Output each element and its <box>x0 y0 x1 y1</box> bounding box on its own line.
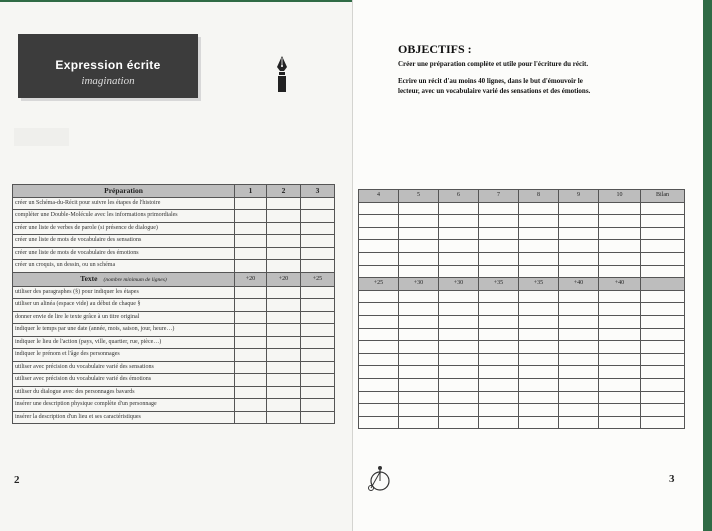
check-cell[interactable] <box>235 324 267 337</box>
check-cell[interactable] <box>359 404 399 417</box>
preparation-header-label: Préparation <box>104 186 143 196</box>
check-cell[interactable] <box>599 404 641 417</box>
criterion-label: créer un Schéma-du-Récit pour suivre les étapes de l'histoire <box>13 197 235 210</box>
column-header: 5 <box>399 190 439 203</box>
check-cell[interactable] <box>267 324 301 337</box>
column-header: 10 <box>599 190 641 203</box>
check-cell[interactable] <box>301 286 335 299</box>
check-cell[interactable] <box>519 315 559 328</box>
check-cell[interactable] <box>301 349 335 362</box>
check-cell[interactable] <box>641 366 685 379</box>
check-cell[interactable] <box>399 378 439 391</box>
check-cell[interactable] <box>301 247 335 260</box>
check-cell[interactable] <box>439 404 479 417</box>
check-cell[interactable] <box>599 215 641 228</box>
check-cell[interactable] <box>301 386 335 399</box>
check-cell[interactable] <box>359 416 399 429</box>
check-cell[interactable] <box>559 265 599 278</box>
table-row <box>359 202 685 215</box>
check-cell[interactable] <box>641 265 685 278</box>
check-cell[interactable] <box>399 404 439 417</box>
check-cell[interactable] <box>399 303 439 316</box>
check-cell[interactable] <box>235 197 267 210</box>
check-cell[interactable] <box>399 366 439 379</box>
check-cell[interactable] <box>439 303 479 316</box>
check-cell[interactable] <box>641 227 685 240</box>
check-cell[interactable] <box>267 374 301 387</box>
check-cell[interactable] <box>641 240 685 253</box>
check-cell[interactable] <box>519 227 559 240</box>
table-row <box>359 252 685 265</box>
table-row <box>359 303 685 316</box>
check-cell[interactable] <box>439 366 479 379</box>
check-cell[interactable] <box>439 391 479 404</box>
column-header: +40 <box>599 278 641 291</box>
check-cell[interactable] <box>399 227 439 240</box>
check-cell[interactable] <box>267 197 301 210</box>
check-cell[interactable] <box>519 353 559 366</box>
criterion-label: indiquer le prénom et l'âge des personnages <box>13 349 235 362</box>
check-cell[interactable] <box>235 286 267 299</box>
check-cell[interactable] <box>599 290 641 303</box>
check-cell[interactable] <box>439 252 479 265</box>
criterion-label: utiliser avec précision du vocabulaire varié des sensations <box>13 361 235 374</box>
checklist-table-right <box>358 189 685 429</box>
check-cell[interactable] <box>559 252 599 265</box>
check-cell[interactable] <box>641 328 685 341</box>
check-cell[interactable] <box>559 404 599 417</box>
check-cell[interactable] <box>479 353 519 366</box>
column-header: +35 <box>479 278 519 291</box>
check-cell[interactable] <box>301 260 335 273</box>
check-cell[interactable] <box>439 315 479 328</box>
right-header-row <box>359 190 685 203</box>
check-cell[interactable] <box>559 328 599 341</box>
criterion-label: utiliser un alinéa (espace vide) au début de chaque § <box>13 299 235 312</box>
page-number-right: 3 <box>669 473 675 485</box>
column-header: +20 <box>267 272 301 286</box>
check-cell[interactable] <box>559 366 599 379</box>
column-header: 3 <box>301 185 335 198</box>
check-cell[interactable] <box>479 265 519 278</box>
check-cell[interactable] <box>599 252 641 265</box>
table-row <box>359 391 685 404</box>
check-cell[interactable] <box>267 386 301 399</box>
check-cell[interactable] <box>359 215 399 228</box>
banner-subtitle: imagination <box>81 75 135 87</box>
check-cell[interactable] <box>479 378 519 391</box>
column-header: 2 <box>267 185 301 198</box>
check-cell[interactable] <box>599 328 641 341</box>
check-cell[interactable] <box>439 328 479 341</box>
table-row <box>13 260 335 273</box>
check-cell[interactable] <box>641 353 685 366</box>
check-cell[interactable] <box>439 227 479 240</box>
table-row <box>13 386 335 399</box>
criterion-label: indiquer le lieu de l'action (pays, ville, quartier, rue, pièce…) <box>13 336 235 349</box>
table-row <box>359 215 685 228</box>
check-cell[interactable] <box>559 215 599 228</box>
table-row <box>359 378 685 391</box>
check-cell[interactable] <box>641 202 685 215</box>
check-cell[interactable] <box>235 299 267 312</box>
table-row <box>13 210 335 223</box>
column-header: +35 <box>519 278 559 291</box>
check-cell[interactable] <box>439 416 479 429</box>
check-cell[interactable] <box>479 215 519 228</box>
check-cell[interactable] <box>359 366 399 379</box>
check-cell[interactable] <box>641 315 685 328</box>
objective-line-1: Créer une préparation complète et utile pour l'écriture du récit. <box>398 60 589 68</box>
criterion-label: créer une liste de mots de vocabulaire des émotions <box>13 247 235 260</box>
table-row <box>13 361 335 374</box>
check-cell[interactable] <box>559 202 599 215</box>
check-cell[interactable] <box>267 210 301 223</box>
check-cell[interactable] <box>479 303 519 316</box>
check-cell[interactable] <box>267 399 301 412</box>
check-cell[interactable] <box>479 227 519 240</box>
check-cell[interactable] <box>359 328 399 341</box>
check-cell[interactable] <box>479 202 519 215</box>
check-cell[interactable] <box>267 336 301 349</box>
table-row <box>13 286 335 299</box>
table-row <box>359 290 685 303</box>
table-row <box>13 247 335 260</box>
check-cell[interactable] <box>559 303 599 316</box>
check-cell[interactable] <box>267 299 301 312</box>
check-cell[interactable] <box>519 215 559 228</box>
check-cell[interactable] <box>235 222 267 235</box>
table-row <box>13 311 335 324</box>
check-cell[interactable] <box>479 315 519 328</box>
check-cell[interactable] <box>559 315 599 328</box>
check-cell[interactable] <box>479 252 519 265</box>
check-cell[interactable] <box>641 215 685 228</box>
check-cell[interactable] <box>301 222 335 235</box>
check-cell[interactable] <box>559 353 599 366</box>
check-cell[interactable] <box>267 411 301 424</box>
table-row <box>13 324 335 337</box>
check-cell[interactable] <box>359 391 399 404</box>
texte-header-note: (nombre minimum de lignes) <box>103 276 167 283</box>
table-row <box>13 399 335 412</box>
check-cell[interactable] <box>235 411 267 424</box>
objective-line-3: lecteur, avec un vocabulaire varié des sensations et des émotions. <box>398 87 591 95</box>
check-cell[interactable] <box>301 197 335 210</box>
check-cell[interactable] <box>599 341 641 354</box>
check-cell[interactable] <box>439 353 479 366</box>
checklist-table-left <box>12 184 335 424</box>
check-cell[interactable] <box>267 247 301 260</box>
criterion-label: utiliser des paragraphes (§) pour indiquer les étapes <box>13 286 235 299</box>
check-cell[interactable] <box>519 202 559 215</box>
check-cell[interactable] <box>359 240 399 253</box>
check-cell[interactable] <box>359 341 399 354</box>
check-cell[interactable] <box>235 311 267 324</box>
check-cell[interactable] <box>519 404 559 417</box>
criterion-label: créer une liste de mots de vocabulaire des sensations <box>13 235 235 248</box>
criterion-label: donner envie de lire le texte grâce à un titre original <box>13 311 235 324</box>
column-header: Bilan <box>641 190 685 203</box>
check-cell[interactable] <box>439 341 479 354</box>
check-cell[interactable] <box>439 265 479 278</box>
column-header: +30 <box>439 278 479 291</box>
check-cell[interactable] <box>519 240 559 253</box>
check-cell[interactable] <box>399 290 439 303</box>
check-cell[interactable] <box>267 222 301 235</box>
table-row <box>13 197 335 210</box>
check-cell[interactable] <box>439 215 479 228</box>
check-cell[interactable] <box>267 311 301 324</box>
check-cell[interactable] <box>519 252 559 265</box>
check-cell[interactable] <box>559 416 599 429</box>
check-cell[interactable] <box>519 378 559 391</box>
check-cell[interactable] <box>399 252 439 265</box>
check-cell[interactable] <box>641 404 685 417</box>
table-row <box>13 235 335 248</box>
title-banner <box>18 34 198 98</box>
check-cell[interactable] <box>641 391 685 404</box>
table-row <box>359 315 685 328</box>
check-cell[interactable] <box>641 290 685 303</box>
check-cell[interactable] <box>599 391 641 404</box>
column-header: +20 <box>235 272 267 286</box>
column-header: 9 <box>559 190 599 203</box>
check-cell[interactable] <box>599 265 641 278</box>
check-cell[interactable] <box>301 324 335 337</box>
check-cell[interactable] <box>301 336 335 349</box>
check-cell[interactable] <box>641 378 685 391</box>
criterion-label: compléter une Double-Molécule avec les informations primordiales <box>13 210 235 223</box>
criterion-label: indiquer le temps par une date (année, mois, saison, jour, heure…) <box>13 324 235 337</box>
check-cell[interactable] <box>399 315 439 328</box>
check-cell[interactable] <box>559 240 599 253</box>
check-cell[interactable] <box>641 303 685 316</box>
check-cell[interactable] <box>301 235 335 248</box>
penny-farthing-icon <box>367 464 391 492</box>
check-cell[interactable] <box>301 411 335 424</box>
check-cell[interactable] <box>519 366 559 379</box>
table-row <box>13 299 335 312</box>
column-header: 8 <box>519 190 559 203</box>
check-cell[interactable] <box>599 303 641 316</box>
check-cell[interactable] <box>479 404 519 417</box>
check-cell[interactable] <box>399 265 439 278</box>
check-cell[interactable] <box>359 315 399 328</box>
check-cell[interactable] <box>399 353 439 366</box>
check-cell[interactable] <box>235 399 267 412</box>
check-cell[interactable] <box>559 290 599 303</box>
table-row <box>359 416 685 429</box>
objective-line-2: Ecrire un récit d'au moins 40 lignes, dans le but d'émouvoir le <box>398 77 583 85</box>
check-cell[interactable] <box>519 265 559 278</box>
column-header: 1 <box>235 185 267 198</box>
check-cell[interactable] <box>235 247 267 260</box>
criterion-label: créer un croquis, un dessin, ou un schéma <box>13 260 235 273</box>
check-cell[interactable] <box>235 374 267 387</box>
criterion-label: insérer une description physique complète d'un personnage <box>13 399 235 412</box>
check-cell[interactable] <box>599 378 641 391</box>
check-cell[interactable] <box>519 341 559 354</box>
table-row <box>359 240 685 253</box>
check-cell[interactable] <box>439 240 479 253</box>
check-cell[interactable] <box>301 311 335 324</box>
faded-print <box>14 128 69 146</box>
check-cell[interactable] <box>267 235 301 248</box>
check-cell[interactable] <box>399 341 439 354</box>
column-header: 6 <box>439 190 479 203</box>
table-row <box>359 366 685 379</box>
table-row <box>13 374 335 387</box>
fountain-pen-nib-icon <box>274 55 290 93</box>
check-cell[interactable] <box>599 227 641 240</box>
check-cell[interactable] <box>439 290 479 303</box>
check-cell[interactable] <box>235 386 267 399</box>
check-cell[interactable] <box>479 391 519 404</box>
check-cell[interactable] <box>359 227 399 240</box>
column-header: 4 <box>359 190 399 203</box>
check-cell[interactable] <box>559 341 599 354</box>
right-texte-row <box>359 278 685 291</box>
objectives-block <box>398 42 678 96</box>
check-cell[interactable] <box>399 416 439 429</box>
texte-header-label: Texte <box>80 273 98 283</box>
check-cell[interactable] <box>359 252 399 265</box>
check-cell[interactable] <box>359 202 399 215</box>
check-cell[interactable] <box>301 210 335 223</box>
check-cell[interactable] <box>439 202 479 215</box>
check-cell[interactable] <box>301 361 335 374</box>
objectives-title: OBJECTIFS : <box>398 42 472 56</box>
check-cell[interactable] <box>479 290 519 303</box>
check-cell[interactable] <box>301 299 335 312</box>
check-cell[interactable] <box>599 240 641 253</box>
check-cell[interactable] <box>599 366 641 379</box>
check-cell[interactable] <box>235 349 267 362</box>
check-cell[interactable] <box>267 349 301 362</box>
check-cell[interactable] <box>519 303 559 316</box>
check-cell[interactable] <box>559 227 599 240</box>
table-row <box>359 341 685 354</box>
check-cell[interactable] <box>519 328 559 341</box>
column-header: +25 <box>301 272 335 286</box>
check-cell[interactable] <box>399 391 439 404</box>
table-row <box>13 349 335 362</box>
check-cell[interactable] <box>479 240 519 253</box>
preparation-header <box>13 185 335 198</box>
table-row <box>359 227 685 240</box>
check-cell[interactable] <box>599 202 641 215</box>
check-cell[interactable] <box>359 265 399 278</box>
check-cell[interactable] <box>359 303 399 316</box>
texte-header <box>13 272 335 286</box>
criterion-label: utiliser avec précision du vocabulaire varié des émotions <box>13 374 235 387</box>
table-row <box>359 328 685 341</box>
check-cell[interactable] <box>399 328 439 341</box>
criterion-label: créer une liste de verbes de parole (si présence de dialogue) <box>13 222 235 235</box>
check-cell[interactable] <box>359 353 399 366</box>
check-cell[interactable] <box>301 374 335 387</box>
column-header <box>641 278 685 291</box>
check-cell[interactable] <box>641 341 685 354</box>
check-cell[interactable] <box>399 240 439 253</box>
check-cell[interactable] <box>359 378 399 391</box>
check-cell[interactable] <box>399 202 439 215</box>
check-cell[interactable] <box>301 399 335 412</box>
check-cell[interactable] <box>599 315 641 328</box>
column-header: +40 <box>559 278 599 291</box>
check-cell[interactable] <box>235 361 267 374</box>
table-row <box>359 353 685 366</box>
check-cell[interactable] <box>599 353 641 366</box>
check-cell[interactable] <box>267 286 301 299</box>
check-cell[interactable] <box>399 215 439 228</box>
check-cell[interactable] <box>235 235 267 248</box>
check-cell[interactable] <box>479 328 519 341</box>
check-cell[interactable] <box>235 210 267 223</box>
check-cell[interactable] <box>519 416 559 429</box>
check-cell[interactable] <box>235 260 267 273</box>
check-cell[interactable] <box>519 391 559 404</box>
check-cell[interactable] <box>479 416 519 429</box>
check-cell[interactable] <box>479 366 519 379</box>
check-cell[interactable] <box>267 361 301 374</box>
check-cell[interactable] <box>235 336 267 349</box>
criterion-label: insérer la description d'un lieu et ses caractéristiques <box>13 411 235 424</box>
table-row <box>13 222 335 235</box>
column-header: 7 <box>479 190 519 203</box>
check-cell[interactable] <box>439 378 479 391</box>
check-cell[interactable] <box>559 391 599 404</box>
check-cell[interactable] <box>359 290 399 303</box>
criterion-label: utiliser du dialogue avec des personnages bavards <box>13 386 235 399</box>
check-cell[interactable] <box>267 260 301 273</box>
check-cell[interactable] <box>559 378 599 391</box>
table-row <box>359 265 685 278</box>
column-header: +25 <box>359 278 399 291</box>
check-cell[interactable] <box>519 290 559 303</box>
check-cell[interactable] <box>599 416 641 429</box>
check-cell[interactable] <box>641 416 685 429</box>
table-row <box>13 336 335 349</box>
check-cell[interactable] <box>641 252 685 265</box>
table-row <box>13 411 335 424</box>
table-row <box>359 404 685 417</box>
column-header: +30 <box>399 278 439 291</box>
page-number-left: 2 <box>14 474 20 486</box>
banner-title: Expression écrite <box>55 58 161 72</box>
check-cell[interactable] <box>479 341 519 354</box>
